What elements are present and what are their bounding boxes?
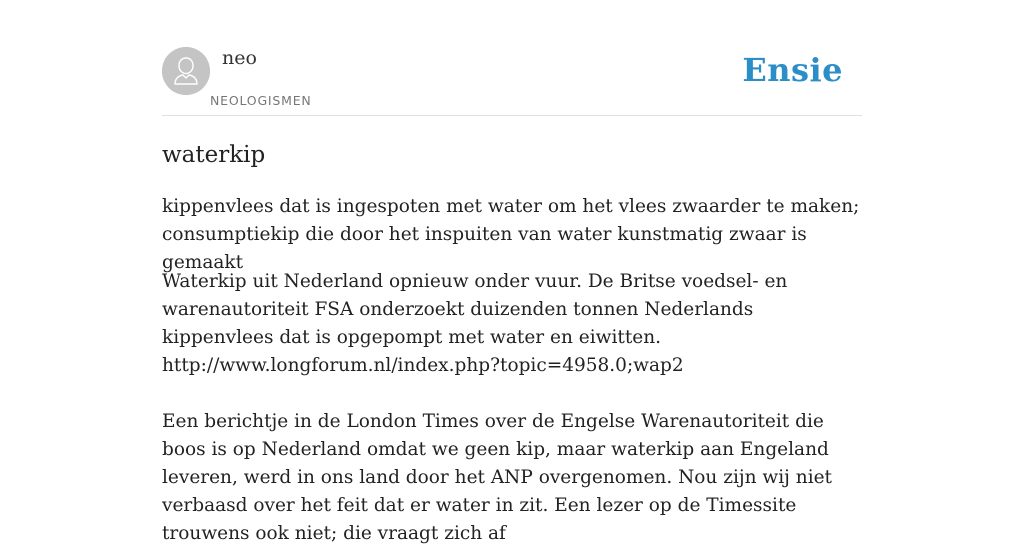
entry-card [162, 0, 862, 544]
entry-title: waterkip [162, 142, 266, 168]
entry-example [162, 268, 862, 548]
example-link: http://www.longforum.nl/index.php?topic=4958.0;wap2 [162, 355, 684, 376]
example-paragraph: Waterkip uit Nederland opnieuw onder vuur. De Britse voedsel- en warenautoriteit FSA onderzoekt duizenden tonnen Nederlands kippenvlees dat is opgepompt met water en eiwitten. [162, 271, 788, 348]
entry-header [162, 0, 862, 116]
author-name[interactable]: neo [222, 47, 257, 69]
example-paragraph-2: Een berichtje in de London Times over de Engelse Warenautoriteit die boos is op Nederland omdat we geen kip, maar waterkip aan Engeland leveren, werd in ons land door het ANP overgenomen. Nou zijn wij niet verbaasd over het feit dat er water in zit. Een lezer op de Timessite trouwens ook niet; die vraagt zich af [162, 411, 832, 544]
paragraph-spacer [162, 380, 862, 408]
category-label[interactable]: NEOLOGISMEN [210, 93, 312, 108]
entry-definition: kippenvlees dat is ingespoten met water om het vlees zwaarder te maken; consumptiekip die door het inspuiten van water kunstmatig zwaar is gemaakt [162, 196, 860, 273]
user-avatar-icon[interactable] [162, 47, 210, 95]
ensie-logo[interactable]: Ensie [742, 51, 843, 89]
